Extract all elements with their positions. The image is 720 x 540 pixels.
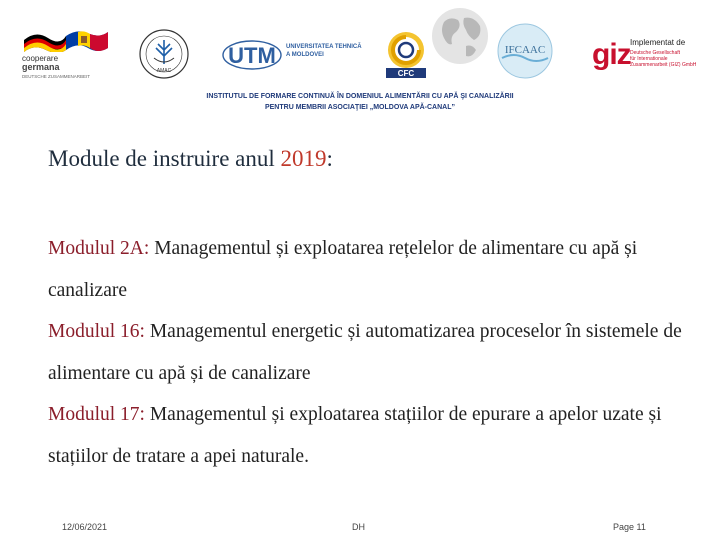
cfc-logo — [380, 28, 432, 80]
footer-author: DH — [352, 522, 365, 532]
utm-logo — [222, 38, 362, 74]
utm-line2: A MOLDOVEI — [286, 52, 324, 58]
institute-line2: PENTRU MEMBRII ASOCIAŢIEI „MOLDOVA APĂ-CANAL” — [264, 104, 456, 111]
institute-title — [0, 91, 720, 113]
flags-icon — [22, 28, 112, 52]
coop-line3: DEUTSCHE ZUSAMMENARBEIT — [22, 74, 91, 79]
giz-line3: Zusammenarbeit (GIZ) GmbH — [630, 62, 697, 68]
coop-line2: germana — [22, 62, 60, 72]
giz-implemented-label: Implementat de — [630, 38, 686, 47]
module-code: Modulul 16: — [48, 321, 145, 342]
ifcaac-logo — [494, 22, 556, 80]
footer-page-number: Page 11 — [613, 522, 646, 532]
logo-bar — [0, 0, 720, 90]
module-item — [48, 228, 708, 311]
utm-line1: UNIVERSITATEA TEHNICĂ — [286, 44, 362, 50]
institute-line1: INSTITUTUL DE FORMARE CONTINUĂ ÎN DOMENIUL ALIMENTĂRII CU APĂ ŞI CANALIZĂRII — [206, 93, 514, 100]
utm-letters: UTM — [228, 43, 276, 68]
page-title-colon: : — [326, 146, 333, 171]
module-code: Modulul 17: — [48, 404, 145, 425]
globe-icon — [430, 6, 490, 66]
footer — [0, 522, 720, 536]
giz-line1: Deutsche Gesellschaft — [630, 50, 681, 56]
cfc-label: CFC — [397, 69, 415, 78]
amac-label: AMAC — [156, 68, 172, 74]
module-text: Managementul energetic și automatizarea proceselor în sistemele de alimentare cu apă și de canalizare — [48, 321, 682, 384]
module-list — [48, 228, 708, 477]
giz-line2: für Internationale — [630, 56, 668, 62]
module-text: Managementul și exploatarea rețelelor de alimentare cu apă și canalizare — [48, 238, 638, 301]
page-title — [48, 146, 333, 172]
amac-logo — [138, 28, 190, 80]
giz-logo — [592, 40, 710, 84]
giz-wordmark: giz — [592, 38, 631, 71]
ifcaac-label: IFCAAC — [504, 44, 546, 56]
page-title-year: 2019 — [280, 146, 327, 171]
module-item — [48, 394, 708, 477]
page-title-text: Module de instruire anul — [48, 146, 281, 171]
module-code: Modulul 2A: — [48, 238, 150, 259]
footer-date: 12/06/2021 — [62, 522, 108, 532]
cooperare-germana-logo — [22, 28, 112, 84]
module-item — [48, 311, 708, 394]
module-text: Managementul și exploatarea stațiilor de epurare a apelor uzate și stațiilor de tratare a apei naturale. — [48, 404, 662, 467]
coop-line1: cooperare — [22, 54, 59, 63]
